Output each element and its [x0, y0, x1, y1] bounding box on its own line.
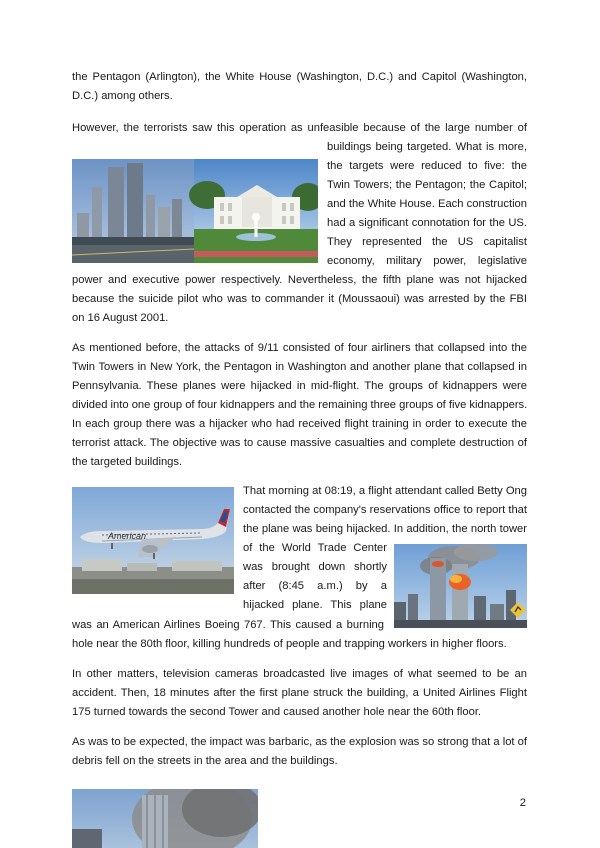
plane-livery-text: American: [108, 531, 147, 541]
text-line: debris fell on the streets in the area and the buildings.: [72, 755, 338, 767]
text-line: Twin Towers; the Pentagon; the Capitol;: [327, 179, 527, 191]
text-line: However, the terrorists saw this operation as unfeasible because of the large number of: [72, 122, 527, 134]
paragraph-2-rest: [72, 271, 527, 328]
text-line: terrorist attack. The objective was to cause massive casualties and complete destruction of: [72, 437, 527, 449]
paragraph-2-first-line: [72, 119, 527, 138]
text-line: hole near the 80th floor, killing hundreds of people and trapping workers in higher floors.: [72, 638, 507, 650]
twin-towers-white-house-image: [72, 159, 318, 263]
text-line: contacted the company's reservations office to report that: [243, 504, 527, 516]
text-line: Pennsylvania. These planes were hijacked in mid-flight. The groups of kidnappers were: [72, 380, 527, 392]
text-line: was brought down shortly: [243, 561, 387, 573]
page-number: 2: [519, 797, 526, 809]
text-line: 175 turned towards the second Tower and caused another hole near the 60th floor.: [72, 706, 482, 718]
text-line: of the World Trade Center: [243, 542, 387, 554]
text-line: and the White House. Each construction: [327, 198, 527, 210]
text-line: D.C.) among others.: [72, 90, 173, 102]
text-line: In other matters, television cameras broadcasted live images of what seemed to be an: [72, 668, 527, 680]
paragraph-2-wrapped: [327, 138, 527, 271]
text-line: In each group there was a hijacker who had received flight training in order to execute the: [72, 418, 527, 430]
tower-smoke-image: [72, 789, 258, 848]
paragraph-4-rest: [72, 616, 527, 654]
text-line: on 16 August 2001.: [72, 312, 169, 324]
paragraph-5: [72, 665, 527, 722]
paragraph-3: [72, 339, 527, 472]
text-line: As mentioned before, the attacks of 9/11 consisted of four airliners that collapsed into the: [72, 342, 527, 354]
text-line: As was to be expected, the impact was barbaric, as the explosion was so strong that a lot of: [72, 736, 527, 748]
paragraph-4-narrow: [243, 539, 387, 615]
text-line: was an American Airlines Boeing 767. This caused a burning: [72, 619, 384, 631]
text-line: divided into one group of four kidnappers and the remaining three groups of five kidnappers.: [72, 399, 528, 411]
text-line: the targets were reduced to five: the: [327, 160, 527, 172]
text-line: Twin Towers in New York, the Pentagon in Washington and another plane that collapsed in: [72, 361, 527, 373]
text-line: power and executive power respectively. Nevertheless, the fifth plane was not hijacked: [72, 274, 527, 286]
text-line: because the suicide pilot who was to commander it (Moussaoui) was arrested by the FBI: [72, 293, 527, 305]
text-line: had a significant connotation for the US.: [327, 217, 527, 229]
text-line: the plane was being hijacked. In addition, the north tower: [243, 523, 527, 535]
text-line: accident. Then, 18 minutes after the first plane struck the building, a United Airlines Flight: [72, 687, 527, 699]
text-line: That morning at 08:19, a flight attendant called Betty Ong: [243, 485, 527, 497]
text-line: buildings being targeted. What is more,: [327, 141, 527, 153]
paragraph-4-wide: [243, 482, 527, 539]
text-line: They represented the US capitalist: [327, 236, 527, 248]
text-line: the Pentagon (Arlington), the White House (Washington, D.C.) and Capitol (Washington,: [72, 71, 527, 83]
text-line: after (8:45 a.m.) by a: [243, 580, 387, 592]
paragraph-1: [72, 68, 527, 106]
paragraph-6: [72, 733, 527, 771]
text-line: the targeted buildings.: [72, 456, 183, 468]
text-line: hijacked plane. This plane: [243, 599, 387, 611]
text-line: economy, military power, legislative: [327, 255, 527, 267]
american-airlines-plane-image: [72, 487, 234, 594]
